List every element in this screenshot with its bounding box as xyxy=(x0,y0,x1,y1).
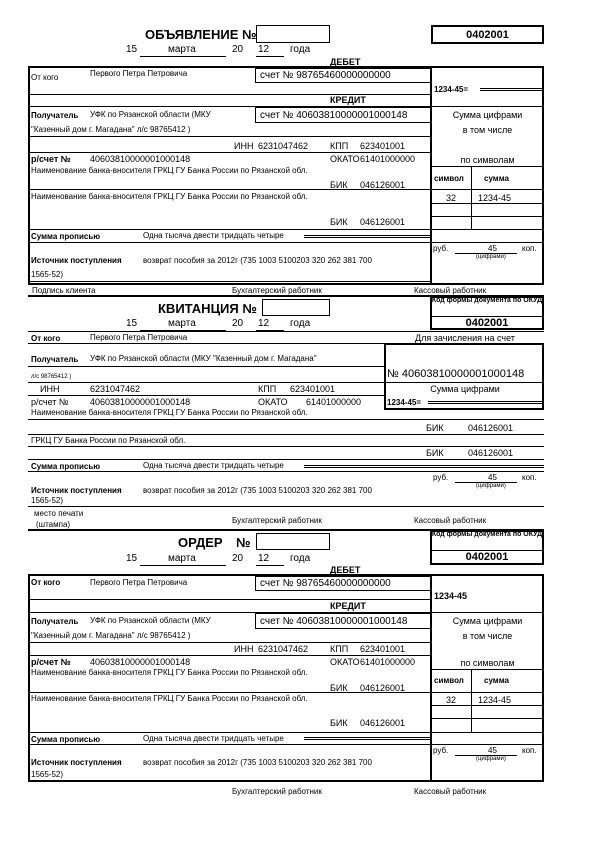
receipt-credit-to: Для зачисления на счет xyxy=(415,333,515,343)
sign-client: Подпись клиента xyxy=(32,286,96,295)
bank-label1: Наименование банка-вносителя ГРКЦ ГУ Банка России по Рязанской обл. xyxy=(31,166,308,175)
order-bik-value: 046126001 xyxy=(360,683,406,693)
order-code: 0402001 xyxy=(465,551,509,563)
receipt-bik-value: 046126001 xyxy=(468,423,514,433)
receipt-year-word: года xyxy=(290,318,311,329)
order-debet-account: счет № 98765460000000000 xyxy=(260,578,391,589)
form-code: 0402001 xyxy=(466,29,509,41)
words-value: Одна тысяча двести тридцать четыре xyxy=(143,231,284,240)
order-inn-label: ИНН xyxy=(234,644,254,654)
kpp-value: 623401001 xyxy=(360,141,406,151)
order-year-word: года xyxy=(290,553,311,564)
receipt-title: КВИТАНЦИЯ № xyxy=(158,301,257,316)
symbol-value: 32 xyxy=(446,193,457,203)
announcement-number-box[interactable] xyxy=(256,25,330,43)
words-label: Сумма прописью xyxy=(31,232,101,241)
kop-label: коп. xyxy=(522,244,537,253)
symbol-col: символ xyxy=(434,174,464,183)
from-label: От кого xyxy=(31,73,59,82)
receipt-from-label: От кого xyxy=(31,334,61,343)
order-kpp-label: КПП xyxy=(330,644,349,654)
order-bank-label2: Наименование банка-вносителя ГРКЦ ГУ Банка России по Рязанской обл. xyxy=(31,694,308,703)
order-form-code-label: Код формы документа по ОКУД xyxy=(431,531,543,538)
receipt-digits-note: (цифрами) xyxy=(476,483,506,489)
order-by-symbols-label: по символам xyxy=(460,658,515,668)
receipt-words-value: Одна тысяча двести тридцать четыре xyxy=(143,461,284,470)
order-frame xyxy=(28,574,544,782)
receipt-source-value2: 1565-52) xyxy=(31,496,64,505)
receipt-okato-label: ОКАТО xyxy=(258,397,288,407)
bik2-label: БИК xyxy=(330,217,348,227)
order-bank-label1: Наименование банка-вносителя ГРКЦ ГУ Банка России по Рязанской обл. xyxy=(31,668,308,677)
kpp-label: КПП xyxy=(330,141,349,151)
bik-label: БИК xyxy=(330,180,348,190)
inn-label: ИНН xyxy=(234,141,254,151)
order-okato-label: ОКАТО xyxy=(330,657,360,667)
receipt-date-month: марта xyxy=(168,318,196,329)
order-recipient-label: Получатель xyxy=(31,617,79,626)
kredit-label: КРЕДИТ xyxy=(330,95,366,105)
receipt-date-day: 15 xyxy=(126,318,138,329)
order-amount-digits-label: Сумма цифрами xyxy=(452,616,523,626)
date-year-prefix: 20 xyxy=(232,44,244,55)
order-number-box[interactable] xyxy=(256,533,330,550)
recipient-label: Получатель xyxy=(31,111,79,120)
order-cashier-label: Кассовый работник xyxy=(414,787,487,796)
order-source-label: Источник поступления xyxy=(31,758,122,767)
receipt-rs-value: 40603810000001000148 xyxy=(90,397,191,407)
order-bik2-value: 046126001 xyxy=(360,718,406,728)
receipt-bank-line2: ГРКЦ ГУ Банка России по Рязанской обл. xyxy=(31,436,186,445)
order-incl-label: в том числе xyxy=(462,631,513,641)
sum-value: 1234-45 xyxy=(478,193,512,203)
stamp-label2: (штампа) xyxy=(36,520,71,529)
debet-account: счет № 98765460000000000 xyxy=(260,70,391,81)
receipt-inn-value: 6231047462 xyxy=(90,384,141,394)
order-rs-label: р/счет № xyxy=(31,657,71,667)
receipt-from-value: Первого Петра Петровича xyxy=(90,333,188,342)
order-kop-label: коп. xyxy=(522,746,537,755)
receipt-source-value: возврат пособия за 2012г (735 1003 5100203 320 262 381 700 xyxy=(143,486,372,495)
receipt-recipient-value2: л/с 98765412 ) xyxy=(31,374,72,380)
incl-label: в том числе xyxy=(462,125,513,135)
kop-value: 45 xyxy=(488,244,497,253)
order-from-label: От кого xyxy=(31,578,61,587)
order-debet-label: ДЕБЕТ xyxy=(330,565,361,575)
source-label: Источник поступления xyxy=(31,256,122,265)
receipt-recipient-label: Получатель xyxy=(31,355,79,364)
okato-label: ОКАТО xyxy=(330,154,360,164)
inn-value: 6231047462 xyxy=(258,141,309,151)
order-from-value: Первого Петра Петровича xyxy=(90,578,188,587)
order-date-month: марта xyxy=(168,553,196,564)
digits-note: (цифрами) xyxy=(476,254,506,260)
from-value: Первого Петра Петровича xyxy=(90,69,188,78)
bank-label2: Наименование банка-вносителя ГРКЦ ГУ Банка России по Рязанской обл. xyxy=(31,192,308,201)
receipt-account: № 40603810000001000148 xyxy=(387,368,525,380)
order-amount-digits-value: 1234-45 xyxy=(434,591,468,601)
receipt-kpp-value: 623401001 xyxy=(290,384,336,394)
order-kop-value: 45 xyxy=(488,746,497,755)
source-value: возврат пособия за 2012г (735 1003 5100203 320 262 381 700 xyxy=(143,256,372,265)
receipt-amount-digits-label: Сумма цифрами xyxy=(430,384,500,394)
order-bik2-label: БИК xyxy=(330,718,348,728)
amount-digits-label: Сумма цифрами xyxy=(452,110,523,120)
receipt-okato-value: 61401000000 xyxy=(306,397,362,407)
bik-value: 046126001 xyxy=(360,180,406,190)
rs-value: 40603810000001000148 xyxy=(90,154,191,164)
year-word: года xyxy=(290,44,311,55)
amount-digits-value: 1234-45= xyxy=(434,85,469,94)
order-year-prefix: 20 xyxy=(232,553,244,564)
receipt-year-prefix: 20 xyxy=(232,318,244,329)
date-day: 15 xyxy=(126,44,138,55)
order-source-value: возврат пособия за 2012г (735 1003 5100203 320 262 381 700 xyxy=(143,758,372,767)
order-sum-col: сумма xyxy=(484,676,509,685)
order-sum-value: 1234-45 xyxy=(478,695,512,705)
order-words-value: Одна тысяча двести тридцать четыре xyxy=(143,734,284,743)
receipt-words-label: Сумма прописью xyxy=(31,462,101,471)
receipt-kpp-label: КПП xyxy=(258,384,277,394)
receipt-form-code-label: Код формы документа по ОКУД xyxy=(431,297,543,304)
order-kredit-account: счет № 40603810000001000148 xyxy=(260,616,408,627)
sum-col: сумма xyxy=(484,174,509,183)
order-bik-label: БИК xyxy=(330,683,348,693)
receipt-number-box[interactable] xyxy=(262,299,330,316)
bik2-value: 046126001 xyxy=(360,217,406,227)
receipt-bik-label: БИК xyxy=(426,423,444,433)
order-accountant-label: Бухгалтерский работник xyxy=(232,787,322,796)
by-symbols-label: по символам xyxy=(460,155,515,165)
receipt-kop-value: 45 xyxy=(488,473,497,482)
receipt-rub-label: руб. xyxy=(433,473,449,482)
receipt-cashier-label: Кассовый работник xyxy=(414,516,487,525)
order-kpp-value: 623401001 xyxy=(360,644,406,654)
rs-label: р/счет № xyxy=(31,154,71,164)
receipt-source-label: Источник поступления xyxy=(31,486,122,495)
receipt-inn-label: ИНН xyxy=(40,384,60,394)
receipt-rs-label: р/счет № xyxy=(31,397,69,407)
receipt-code: 0402001 xyxy=(465,317,509,329)
order-source-value2: 1565-52) xyxy=(31,770,64,779)
order-recipient-value2: "Казенный дом г. Магадана" л/с 98765412 ) xyxy=(31,631,191,640)
recipient-value2: "Казенный дом г. Магадана" л/с 98765412 ) xyxy=(31,125,191,134)
kredit-account: счет № 40603810000001000148 xyxy=(260,110,408,121)
receipt-year: 12 xyxy=(258,318,270,329)
announcement-title: ОБЪЯВЛЕНИЕ № xyxy=(145,27,257,42)
order-rs-value: 40603810000001000148 xyxy=(90,657,191,667)
accountant-label: Бухгалтерский работник xyxy=(232,286,322,295)
receipt-kop-label: коп. xyxy=(522,473,537,482)
order-digits-note: (цифрами) xyxy=(476,756,506,762)
recipient-value: УФК по Рязанской области (МКУ xyxy=(90,110,211,119)
order-words-label: Сумма прописью xyxy=(31,735,101,744)
debet-label: ДЕБЕТ xyxy=(330,57,361,67)
order-date-day: 15 xyxy=(126,553,138,564)
order-symbol-value: 32 xyxy=(446,695,457,705)
receipt-accountant-label: Бухгалтерский работник xyxy=(232,516,322,525)
order-inn-value: 6231047462 xyxy=(258,644,309,654)
cashier-label: Кассовый работник xyxy=(414,286,487,295)
receipt-bik2-label: БИК xyxy=(426,448,444,458)
stamp-label: место печати xyxy=(34,509,84,518)
receipt-bank-label1: Наименование банка-вносителя ГРКЦ ГУ Банка России по Рязанской обл. xyxy=(31,408,308,417)
order-title: ОРДЕР xyxy=(178,535,223,550)
okato-value: 61401000000 xyxy=(360,154,416,164)
receipt-bik2-value: 046126001 xyxy=(468,448,514,458)
order-kredit-label: КРЕДИТ xyxy=(330,601,366,611)
date-month: марта xyxy=(168,44,196,55)
rub-label: руб. xyxy=(433,244,449,253)
date-year: 12 xyxy=(258,44,270,55)
source-value2: 1565-52) xyxy=(31,270,64,279)
order-num-sign: № xyxy=(236,535,251,550)
receipt-amount-digits-value: 1234-45= xyxy=(387,398,422,407)
order-rub-label: руб. xyxy=(433,746,449,755)
order-recipient-value: УФК по Рязанской области (МКУ xyxy=(90,616,211,625)
order-okato-value: 61401000000 xyxy=(360,657,416,667)
receipt-recipient-value: УФК по Рязанской области (МКУ "Казенный дом г. Магадана" xyxy=(90,354,317,363)
order-symbol-col: символ xyxy=(434,676,464,685)
order-year: 12 xyxy=(258,553,270,564)
